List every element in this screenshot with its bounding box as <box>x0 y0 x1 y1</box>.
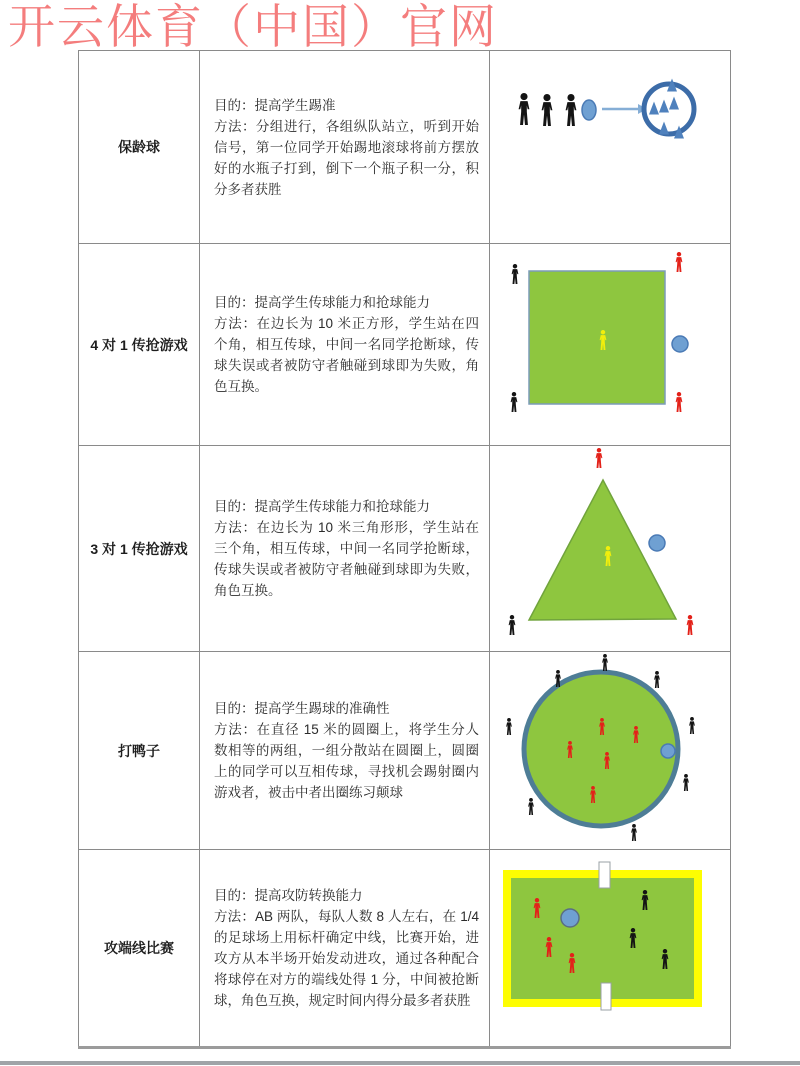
player-icon <box>602 654 608 671</box>
game-method: 方法：分组进行，各组纵队站立，听到开始信号，第一位同学开始踢地滚球将前方摆放好的水瓶子打到，倒下一个瓶子积一分，积分多者获胜 <box>214 118 479 197</box>
game-purpose: 目的：提高攻防转换能力 <box>214 888 363 903</box>
game-method: 方法：在边长为 10 米三角形形，学生站在三个角，相互传球，中间一名同学抢断球，传球失误或者被防守者触碰到球即为失败，角色互换。 <box>214 520 479 598</box>
player-icon <box>542 94 553 126</box>
watermark-text: 开云体育（中国）官网 <box>8 2 498 54</box>
duck-hunt-diagram <box>490 652 730 849</box>
player-icon <box>596 448 603 468</box>
goal-post <box>601 983 611 1010</box>
game-purpose: 目的：提高学生传球能力和抢球能力 <box>214 499 430 514</box>
game-name: 攻端线比赛 <box>79 850 200 1048</box>
field-green <box>511 878 694 999</box>
kick-direction-arrow <box>602 104 647 114</box>
player-icon <box>676 252 683 272</box>
page-divider <box>0 1061 800 1065</box>
game-description <box>200 850 490 1048</box>
goal-post <box>599 862 610 888</box>
table-row <box>79 51 731 244</box>
games-table <box>78 50 731 1049</box>
game-diagram-cell <box>490 446 731 652</box>
game-name: 保龄球 <box>79 51 200 244</box>
circle-field <box>524 672 678 826</box>
player-icon <box>676 392 683 412</box>
player-icon <box>631 824 637 841</box>
player-icon <box>654 671 660 688</box>
game-description <box>200 446 490 652</box>
game-diagram-cell <box>490 652 731 850</box>
table-row <box>79 446 731 652</box>
triangle-passing-diagram <box>490 446 730 651</box>
game-description <box>200 51 490 244</box>
game-name: 3 对 1 传抢游戏 <box>79 446 200 652</box>
game-method: 方法：在边长为 10 米正方形，学生站在四个角，相互传球，中间一名同学抢断球，传球失误或者被防守者触碰到球即为失败，角色互换。 <box>214 316 479 394</box>
bowling-diagram <box>490 51 730 243</box>
player-icon <box>512 264 519 284</box>
square-field <box>529 271 665 404</box>
player-icon <box>683 774 689 791</box>
player-icon <box>528 798 534 815</box>
ball-icon <box>582 100 596 120</box>
ball-icon <box>672 336 688 352</box>
game-purpose: 目的：提高学生踢准 <box>214 97 336 113</box>
ball-icon <box>649 535 665 551</box>
table-row <box>79 652 731 850</box>
game-description <box>200 244 490 446</box>
player-icon <box>687 615 694 635</box>
endline-match-diagram <box>490 850 730 1046</box>
ball-icon <box>561 909 579 927</box>
game-diagram-cell <box>490 850 731 1048</box>
game-purpose: 目的：提高学生踢球的准确性 <box>214 701 390 716</box>
game-name: 4 对 1 传抢游戏 <box>79 244 200 446</box>
player-icon <box>506 718 512 735</box>
player-icon <box>566 94 577 126</box>
game-method: 方法：AB 两队，每队人数 8 人左右，在 1/4 的足球场上用标杆确定中线，比赛开始，进攻方从本半场开始发动进攻，通过各种配合将球停在对方的端线处得 1 分，中间被抢断球，角色互换，规定时间内得分最多者获胜 <box>214 909 479 1008</box>
player-icon <box>511 392 518 412</box>
game-name: 打鸭子 <box>79 652 200 850</box>
game-method: 方法：在直径 15 米的圆圈上，将学生分人数相等的两组，一组分散站在圆圈上，圆圈上的同学可以互相传球，寻找机会踢射圈内游戏者，被击中者出圈练习颠球 <box>214 722 479 800</box>
game-diagram-cell <box>490 51 731 244</box>
table-row <box>79 850 731 1048</box>
ball-icon <box>661 744 675 758</box>
table-row <box>79 244 731 446</box>
player-icon <box>509 615 516 635</box>
square-passing-diagram <box>490 244 730 445</box>
game-description <box>200 652 490 850</box>
game-diagram-cell <box>490 244 731 446</box>
player-icon <box>689 717 695 734</box>
game-purpose: 目的：提高学生传球能力和抢球能力 <box>214 295 430 310</box>
player-icon <box>519 93 530 125</box>
